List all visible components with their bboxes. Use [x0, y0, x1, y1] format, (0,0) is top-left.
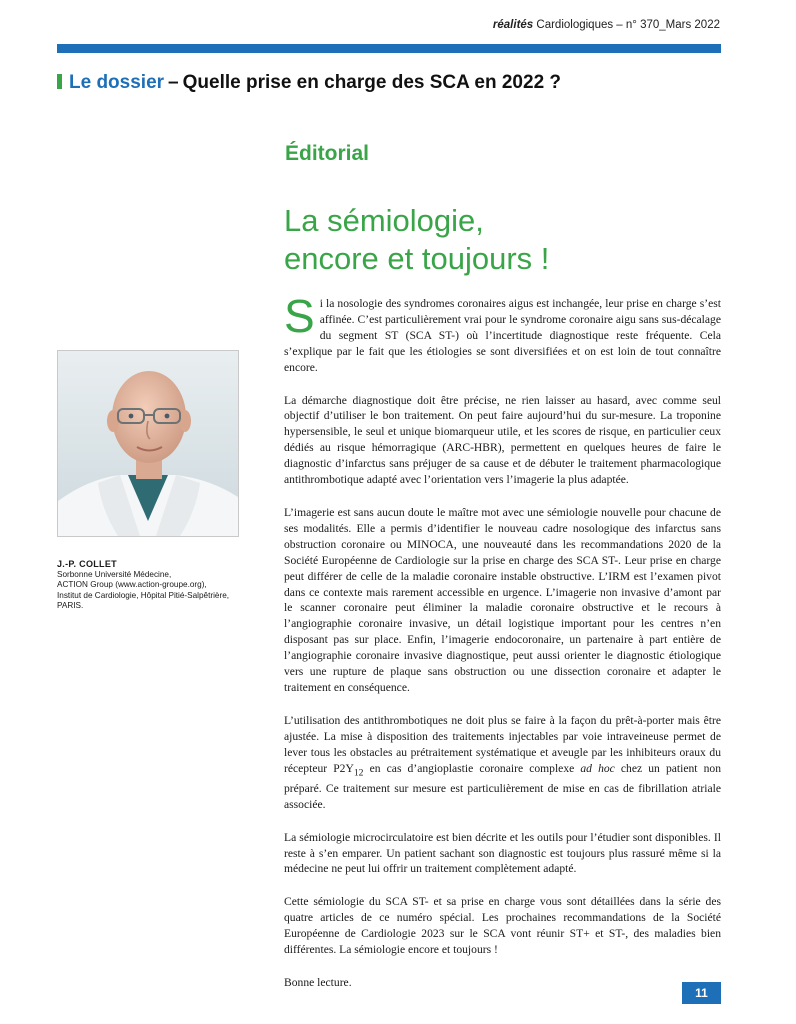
journal-issue: Cardiologiques – n° 370_Mars 2022 [536, 19, 720, 31]
author-affiliation-2: ACTION Group (www.action-groupe.org), [57, 580, 207, 590]
header-rule [57, 44, 721, 53]
section-marker [57, 74, 62, 89]
article-title [284, 202, 724, 278]
section-label: Le dossier [69, 72, 165, 93]
paragraph-5: La sémiologie microcirculatoire est bien décrite et les outils pour l’étudier sont disponibles. Il reste à s’en emparer. Un patient sachant son diagnostic est toujours plus rassuré même si la médecine ne peut lui offrir un traitement complètement adapté. [284, 830, 721, 876]
ad-hoc-italic: ad hoc [580, 761, 615, 775]
drop-cap: S [284, 290, 315, 342]
paragraph-2: La démarche diagnostique doit être précise, ne rien laisser au hasard, avec comme seul objectif d’utiliser le bon traitement. On peut faire aujourd’hui du sur-mesure. La troponine hypersensible, le seul et unique biomarqueur utile, et les scores de risque, en particulier ceux dédiés au risque hémorragique (ARC-HBR), permettent en quelques heures de faire le diagnostic d’infarctus sans préjuger de sa cause et de débuter le traitement pharmacologique antithrombotique adapté avec l’orientation vers l’imagerie la plus adaptée. [284, 393, 721, 487]
journal-brand: réalités [492, 19, 534, 31]
paragraph-6: Cette sémiologie du SCA ST- et sa prise en charge vous sont détaillées dans la série des quatre articles de ce numéro spécial. Les prochaines recommandations de la Société Européenne de Cardiologie 2023 sur le SCA vont réunir ST+ et ST-, des maladies bien différentes. La sémiologie encore et toujours ! [284, 895, 721, 957]
paragraph-4 [284, 713, 721, 813]
title-line-1: La sémiologie, [284, 203, 484, 238]
paragraph-3: L’imagerie est sans aucun doute le maître mot avec une sémiologie nouvelle pour chacune de ses modalités. Elle a permis d’identifier le nouveau cadre nosologique des infarctus sans obstruction coronaire ou MINOCA, une nouveauté dans les recommandations 2020 de la Société Européenne de Cardiologie sur la prise en charge des SCA ST-. Leur prise en charge peut différer de celle de la maladie coronaire instable obstructive. L’IRM est l’examen pivot dans ce contexte mais rarement accessible en urgence. L’imagerie non invasive d’amont par le scanner coronaire peut éliminer la maladie coronaire obstructive et le recours à l’angiographie coronaire invasive, un détail logistique important pour les centres n’en disposant pas sur place. Enfin, l’imagerie endocoronaire, un partenaire à part entière de l’angiographie coronaire invasive diagnostique, peut aussi orienter le diagnostic étiologique vers une rupture de plaque sans obstruction ou une dissection coronaire et adapter le traitement en conséquence. [284, 505, 721, 694]
title-line-2: encore et toujours ! [284, 241, 550, 276]
receptor-subscript: 12 [353, 766, 364, 778]
sign-off: Bonne lecture. [284, 975, 352, 989]
paragraph-1 [284, 290, 721, 376]
paragraph-4-text-c: chez un patient non préparé. Ce traitement sur mesure est particulièrement de mise en cas de fibrillation atriale associée. [284, 761, 721, 811]
running-header [493, 19, 720, 31]
section-heading [57, 71, 561, 95]
author-photo [57, 350, 239, 537]
author-affiliation-1: Sorbonne Université Médecine, [57, 569, 172, 579]
author-name: J.-P. COLLET [57, 559, 117, 569]
rubric-label: Éditorial [285, 142, 370, 165]
paragraph-1-text: i la nosologie des syndromes coronaires aigus est inchangée, leur prise en charge s’est affinée. C’est particulièrement vrai pour le syndrome coronaire aigu sans sus-décalage du segment ST (SCA ST-) où l’incertitude diagnostique reste fréquente. Cela s’explique par le fait que les étiologies se sont diversifiées et on est loin de tout connaître encore. [284, 297, 721, 374]
author-affiliation-3: Institut de Cardiologie, Hôpital Pitié-Salpêtrière, [57, 590, 230, 600]
author-affiliation-4: PARIS. [57, 601, 84, 611]
paragraph-4-text-b: en cas d’angioplastie coronaire complexe [363, 761, 581, 775]
article-body [284, 290, 721, 1008]
section-topic: Quelle prise en charge des SCA en 2022 ? [182, 72, 562, 93]
author-block [57, 559, 277, 612]
section-separator: – [168, 72, 179, 93]
paragraph-4-text-a: L’utilisation des antithrombotiques ne doit plus se faire à la façon du prêt-à-porter mais être ajustée. La mise à disposition des traitements injectables par voie intraveineuse permet de lever tous les obstacles au prétraitement systématique et aveugle par les inhibiteurs oraux du récepteur P2Y [284, 713, 721, 775]
page-number: 11 [682, 982, 721, 1004]
